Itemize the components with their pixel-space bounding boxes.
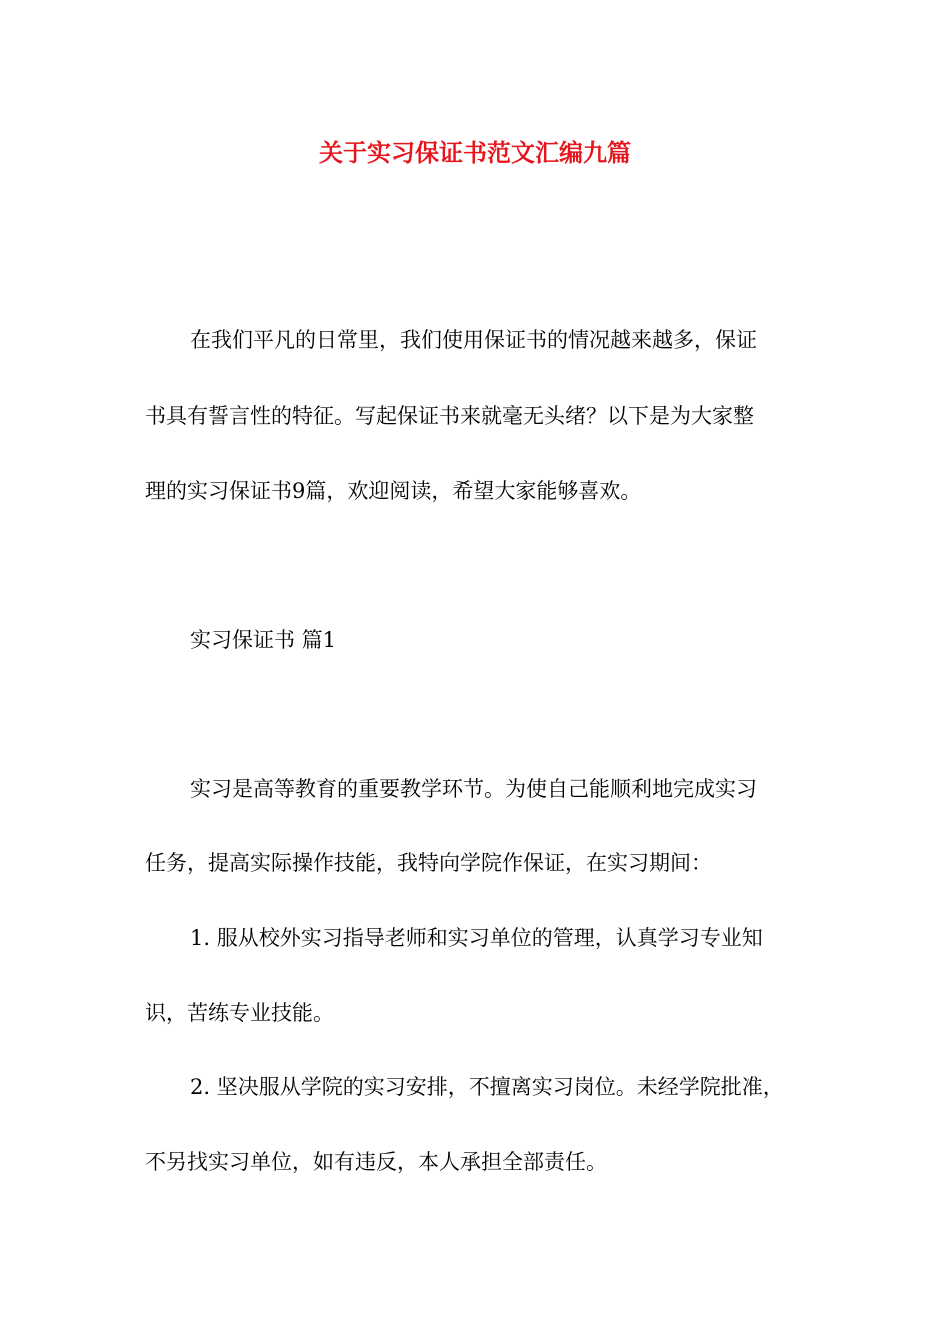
list-item-1-line-2: 识，苦练专业技能。: [145, 1001, 334, 1025]
document-title: 关于实习保证书范文汇编九篇: [319, 139, 631, 167]
paragraph-line-2: 任务，提高实际操作技能，我特向学院作保证，在实习期间：: [145, 851, 712, 875]
intro-line-1: 在我们平凡的日常里，我们使用保证书的情况越来越多，保证: [190, 328, 757, 352]
paragraph-line-1: 实习是高等教育的重要教学环节。为使自己能顺利地完成实习: [190, 777, 757, 801]
intro-line-3: 理的实习保证书9篇，欢迎阅读，希望大家能够喜欢。: [145, 479, 642, 503]
section-heading: 实习保证书 篇1: [190, 628, 337, 652]
list-item-1-line-1: 1. 服从校外实习指导老师和实习单位的管理，认真学习专业知: [190, 926, 763, 950]
list-item-2-line-2: 不另找实习单位，如有违反，本人承担全部责任。: [145, 1150, 607, 1174]
intro-line-2: 书具有誓言性的特征。写起保证书来就毫无头绪？以下是为大家整: [145, 404, 754, 428]
list-item-2-line-1: 2. 坚决服从学院的实习安排，不擅离实习岗位。未经学院批准，: [190, 1075, 784, 1099]
